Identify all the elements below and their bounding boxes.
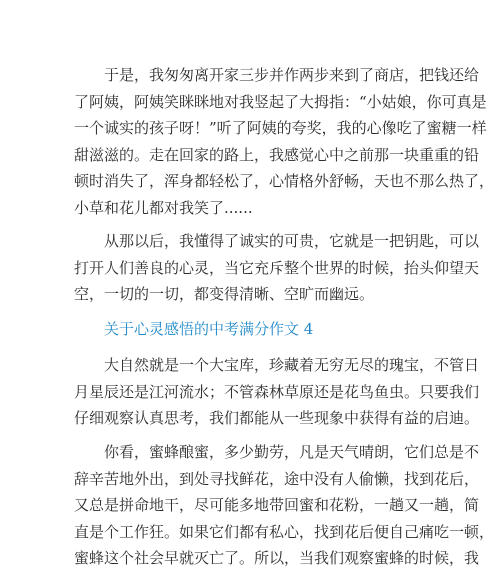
text-line: 一个诚实的孩子呀！”听了阿姨的夸奖，我的心像吃了蜜糖一样 [74,119,487,137]
text-line: 又总是拼命地干，尽可能多地带回蜜和花粉，一趟又一趟，简 [74,496,480,514]
paragraph-returning-money [74,62,495,221]
text-line: 大自然就是一个大宝库，珍藏着无穷无尽的瑰宝，不管日 [104,356,480,374]
section-heading: 关于心灵感悟的中考满分作文 4 [104,320,314,338]
paragraph-bees [74,439,495,572]
text-line: 了阿姨，阿姨笑眯眯地对我竖起了大拇指：“小姑娘，你可真是 [74,92,487,111]
text-line: 月星辰还是江河流水；不管森林草原还是花鸟鱼虫。只要我们 [74,382,480,401]
text-line: 空，一切的一切，都变得清晰、空旷而幽远。 [74,285,375,303]
text-line: 于是，我匆匆离开家三步并作两步来到了商店，把钱还给 [104,66,480,84]
text-line: 蜜蜂这个社会早就灭亡了。所以，当我们观察蜜蜂的时候，我 [74,549,480,567]
text-line: 甜滋滋的。走在回家的路上，我感觉心中之前那一块重重的铅 [74,145,480,164]
text-line: 辞辛苦地外出，到处寻找鲜花，途中没有人偷懒，找到花后， [74,469,480,488]
text-line: 顿时消失了，浑身都轻松了，心情格外舒畅，天也不那么热了， [74,172,495,190]
paragraph-honesty [74,228,480,308]
text-line: 从那以后，我懂得了诚实的可贵，它就是一把钥匙，可以 [104,232,480,250]
text-line: 你看，蜜蜂酿蜜，多少勤劳，凡是天气晴朗，它们总是不 [104,443,480,461]
text-line: 直是个工作狂。如果它们都有私心，找到花后便自己痛吃一顿， [74,522,495,541]
text-line: 仔细观察认真思考，我们都能从一些现象中获得有益的启迪。 [74,409,480,427]
text-line: 打开人们善良的心灵，当它充斥整个世界的时候，抬头仰望天 [74,258,480,277]
text-line: 小草和花儿都对我笑了...... [74,198,253,217]
paragraph-nature [74,352,480,432]
